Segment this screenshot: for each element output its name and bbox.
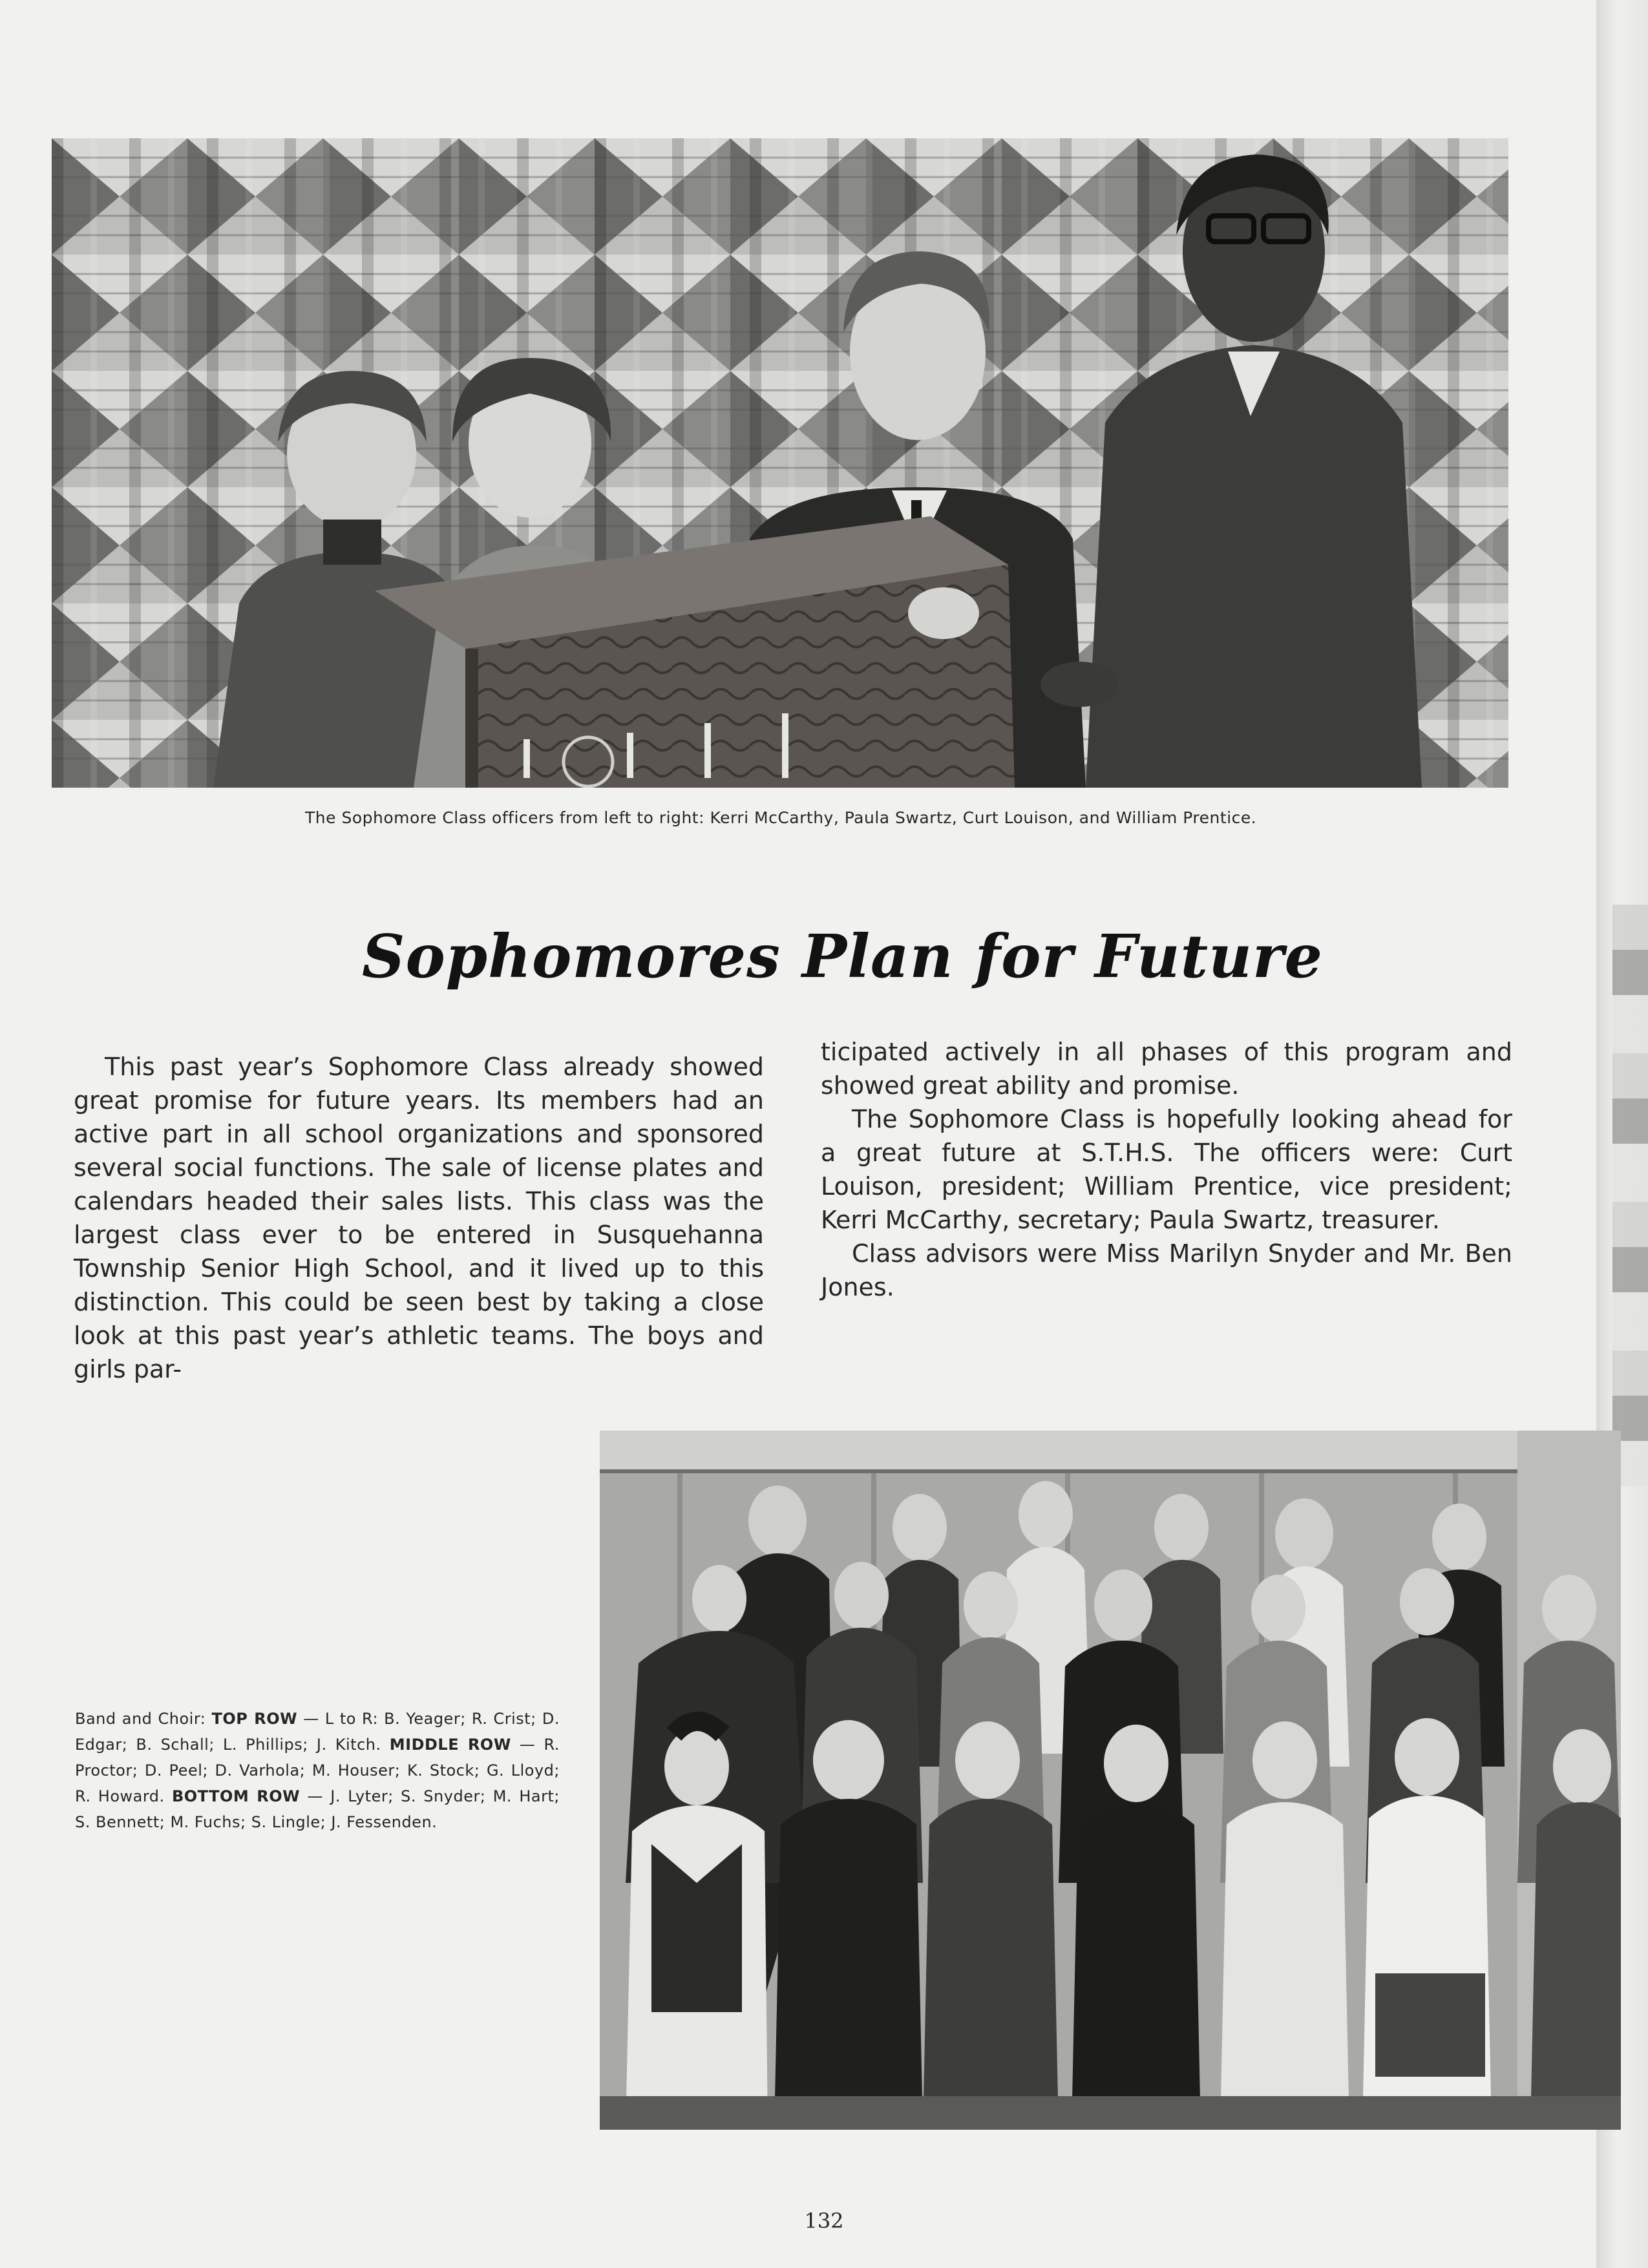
band-choir-caption xyxy=(75,1706,560,1835)
band-choir-photo xyxy=(600,1431,1621,2130)
bottom-row-label: BOTTOM ROW xyxy=(171,1787,301,1805)
top-row-names: — L to R: B. Yeager; R. Crist; D. Edgar; B. Schall; L. Phillips; J. Kitch. xyxy=(75,1710,560,1754)
article-paragraph: This past year’s Sophomore Class already showed great promise for future years. Its members had an active part in all school organizations and sponsored several social functions. The sale of license plates and calendars headed their sales lists. This class was the largest class ever to be entered in Susquehanna Township Senior High School, and it lived up to this distinction. This could be seen best by taking a close look at this past year’s athletic teams. The boys and girls par- xyxy=(74,1053,764,1383)
caption-intro: Band and Choir: xyxy=(75,1710,206,1728)
article-column-right xyxy=(821,1035,1512,1304)
article-paragraph-continuation: ticipated actively in all phases of this program and showed great ability and promise. xyxy=(821,1038,1512,1100)
officers-photo xyxy=(52,138,1508,788)
bottom-row-names: — J. Lyter; S. Snyder; M. Hart; S. Bennett; M. Fuchs; S. Lingle; J. Fessenden. xyxy=(75,1787,560,1831)
article-column-left xyxy=(74,1050,764,1386)
middle-row-names: — R. Proctor; D. Peel; D. Varhola; M. Houser; K. Stock; G. Lloyd; R. Howard. xyxy=(75,1736,560,1805)
officers-photo-caption: The Sophomore Class officers from left to right: Kerri McCarthy, Paula Swartz, Curt Louison, and William Prentice. xyxy=(305,808,1257,827)
top-row-label: TOP ROW xyxy=(211,1710,298,1728)
page-headline: Sophomores Plan for Future xyxy=(362,921,1323,991)
article-paragraph: Class advisors were Miss Marilyn Snyder and Mr. Ben Jones. xyxy=(821,1239,1512,1301)
adjacent-page-photo-strip xyxy=(1612,905,1648,1486)
article-paragraph: The Sophomore Class is hopefully looking ahead for a great future at S.T.H.S. The officers were: Curt Louison, president; William Prentice, vice president; Kerri McCarthy, secretary; Paula Swartz, treasurer. xyxy=(821,1105,1512,1234)
middle-row-label: MIDDLE ROW xyxy=(389,1736,511,1754)
page-number: 132 xyxy=(804,2209,844,2233)
